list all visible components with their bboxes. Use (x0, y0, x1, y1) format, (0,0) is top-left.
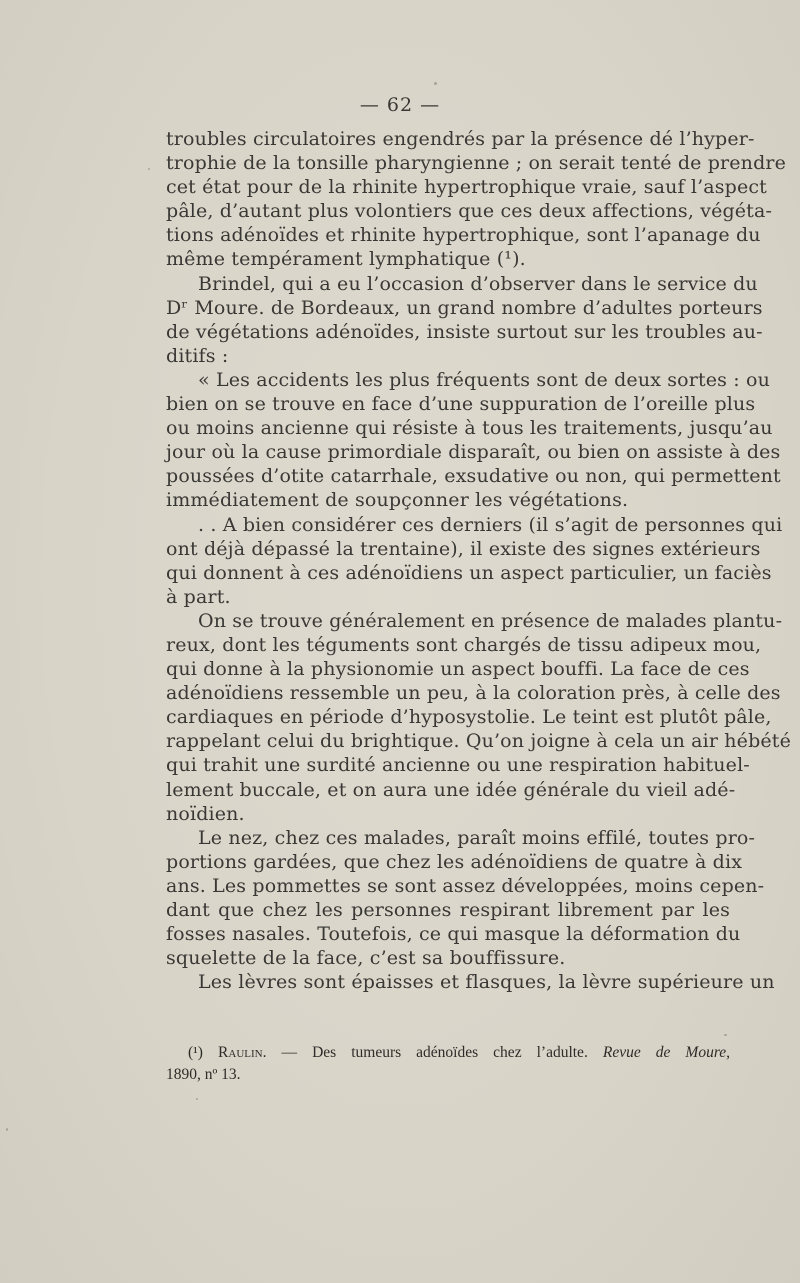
text-line: noïdien. (166, 802, 245, 825)
text-line: reux, dont les téguments sont chargés de tissu adipeux mou, (166, 633, 762, 656)
text-line: poussées d’otite catarrhale, exsudative ou non, qui permettent (166, 465, 781, 488)
text-line: à part. (166, 585, 231, 608)
footnote-line: 1890, nº 13. (166, 1066, 241, 1083)
text-line: trophie de la tonsille pharyngienne ; on serait tenté de prendre (166, 152, 787, 175)
footnote-dash: — (281, 1044, 298, 1061)
text-line: troubles circulatoires engendrés par la présence dé l’hyper- (166, 128, 755, 150)
text-line: bien on se trouve en face d’une suppuration de l’oreille plus (166, 393, 756, 416)
text-line: lement buccale, et on aura une idée générale du vieil adé- (166, 778, 736, 801)
text-line: ditifs : (166, 344, 229, 367)
text-line: cardiaques en période d’hyposystolie. Le teint est plutôt pâle, (166, 706, 772, 729)
page-number: — 62 — (359, 94, 441, 116)
text-line: qui donnent à ces adénoïdiens un aspect particulier, un faciès (166, 561, 772, 584)
text-line: Les lèvres sont épaisses et flasques, la lèvre supérieure un (198, 971, 775, 994)
footnote-text: Des tumeurs adénoïdes chez l’adulte. (312, 1044, 588, 1061)
text-line: même tempérament lymphatique (¹). (166, 248, 526, 271)
paper-speck (724, 1034, 727, 1036)
text-line: qui trahit une surdité ancienne ou une respiration habituel- (166, 754, 750, 777)
text-line: jour où la cause primordiale disparaît, ou bien on assiste à des (166, 441, 781, 464)
footnote-line (166, 1042, 730, 1064)
paper-speck (196, 1098, 198, 1100)
text-line: rappelant celui du brightique. Qu’on joigne à cela un air hébété (166, 730, 791, 753)
paper-speck (6, 1128, 8, 1131)
text-line: immédiatement de soupçonner les végétations. (166, 489, 629, 512)
text-line: squelette de la face, c’est sa bouffissure. (166, 947, 566, 970)
text-line: adénoïdiens ressemble un peu, à la coloration près, à celle des (166, 682, 781, 705)
text-line: de végétations adénoïdes, insiste surtout sur les troubles au- (166, 320, 763, 343)
footnote-author: Raulin. (218, 1044, 267, 1061)
footnote-marker: (¹) (188, 1044, 203, 1061)
text-line: On se trouve généralement en présence de malades plantu- (198, 609, 783, 632)
text-line: tions adénoïdes et rhinite hypertrophique, sont l’apanage du (166, 224, 761, 247)
text-line: Le nez, chez ces malades, paraît moins effilé, toutes pro- (198, 826, 756, 849)
text-line: Dʳ Moure. de Bordeaux, un grand nombre d’adultes porteurs (166, 296, 763, 319)
text-line: ou moins ancienne qui résiste à tous les traitements, jusqu’au (166, 417, 773, 440)
text-line: fosses nasales. Toutefois, ce qui masque la déformation du (166, 923, 741, 946)
text-line: . . A bien considérer ces derniers (il s’agit de personnes qui (198, 513, 783, 536)
text-line: dant que chez les personnes respirant librement par les (166, 899, 730, 921)
paper-speck (148, 168, 150, 170)
text-line: cet état pour de la rhinite hypertrophique vraie, sauf l’aspect (166, 176, 767, 199)
text-line: ont déjà dépassé la trentaine), il existe des signes extérieurs (166, 537, 761, 560)
footnote (166, 1042, 730, 1086)
text-line: ans. Les pommettes se sont assez développées, moins cepen- (166, 874, 765, 897)
text-line: portions gardées, que chez les adénoïdiens de quatre à dix (166, 850, 743, 873)
text-line: Brindel, qui a eu l’occasion d’observer dans le service du (198, 272, 758, 295)
text-line: pâle, d’autant plus volontiers que ces deux affections, végéta- (166, 200, 773, 223)
text-line: « Les accidents les plus fréquents sont de deux sortes : ou (198, 368, 770, 391)
body-text (166, 127, 791, 994)
text-line: qui donne à la physionomie un aspect bouffi. La face de ces (166, 658, 750, 681)
paper-speck (434, 82, 437, 85)
footnote-journal: Revue de Moure, (602, 1044, 731, 1061)
